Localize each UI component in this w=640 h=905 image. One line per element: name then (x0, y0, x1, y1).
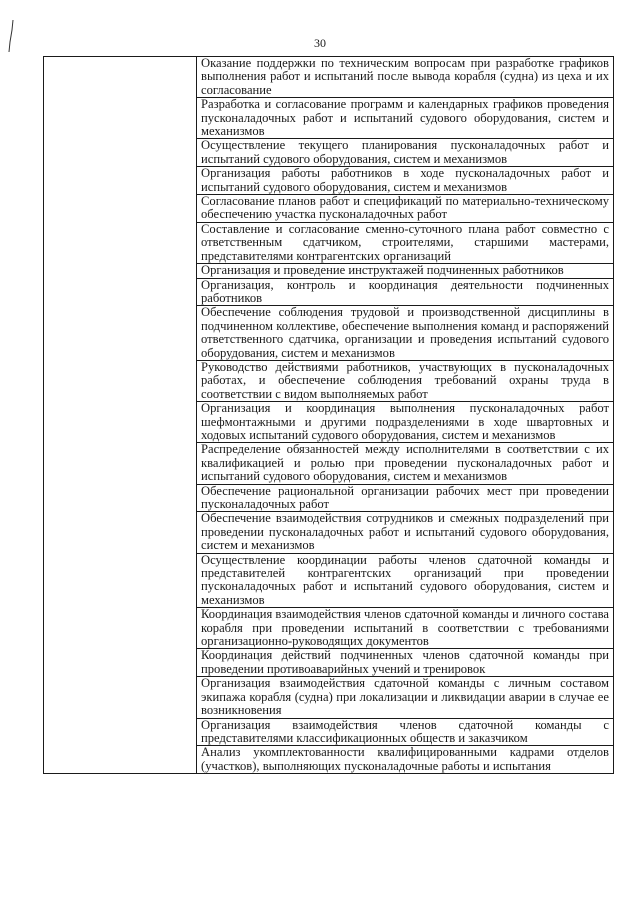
duty-cell: Согласование планов работ и спецификаций по материально-техническому обеспечению участка пусконаладочных работ (197, 195, 614, 223)
duty-cell: Составление и согласование сменно-суточного плана работ совместно с ответственным сдатчиком, строителями, старшими мастерами, представителями контрагентских организаций (197, 222, 614, 263)
duty-cell: Организация и координация выполнения пусконаладочных работ шефмонтажными и другими подразделениями в ходе швартовных и ходовых испытаний судового оборудования, систем и механизмов (197, 402, 614, 443)
duty-cell: Организация взаимодействия членов сдаточной команды с представителями классификационных обществ и заказчиком (197, 718, 614, 746)
duty-cell: Организация, контроль и координация деятельности подчиненных работников (197, 278, 614, 306)
duty-cell: Координация взаимодействия членов сдаточной команды и личного состава корабля при проведении испытаний в соответствии с требованиями организационно-руководящих документов (197, 608, 614, 649)
duty-cell: Координация действий подчиненных членов сдаточной команды при проведении противоаварийных учений и тренировок (197, 649, 614, 677)
duty-cell: Осуществление текущего планирования пусконаладочных работ и испытаний судового оборудования, систем и механизмов (197, 139, 614, 167)
duty-cell: Распределение обязанностей между исполнителями в соответствии с их квалификацией и ролью при проведении пусконаладочных работ и испытаний судового оборудования, систем и механизмов (197, 443, 614, 484)
duty-cell: Оказание поддержки по техническим вопросам при разработке графиков выполнения работ и испытаний после вывода корабля (судна) из цеха и их согласование (197, 57, 614, 98)
duty-cell: Организация и проведение инструктажей подчиненных работников (197, 264, 614, 278)
function-name-cell (44, 57, 197, 774)
duty-cell: Обеспечение соблюдения трудовой и производственной дисциплины в подчиненном коллективе, обеспечение выполнения команд и распоряжений ответственного сдатчика, организации и проведения испытаний судового оборудования, систем и механизмов (197, 306, 614, 361)
duty-cell: Организация работы работников в ходе пусконаладочных работ и испытаний судового оборудования, систем и механизмов (197, 167, 614, 195)
duties-table (43, 56, 614, 774)
duties-table-body (44, 57, 614, 774)
duty-cell: Анализ укомплектованности квалифицированными кадрами отделов (участков), выполняющих пусконаладочные работы и испытания (197, 746, 614, 774)
duty-cell: Обеспечение взаимодействия сотрудников и смежных подразделений при проведении пусконаладочных работ и испытаний судового оборудования, систем и механизмов (197, 512, 614, 553)
duty-cell: Руководство действиями работников, участвующих в пусконаладочных работах, и обеспечение соблюдения требований охраны труда в соответствии с видом выполняемых работ (197, 360, 614, 401)
page-number: 30 (314, 36, 326, 50)
duty-cell: Организация взаимодействия сдаточной команды с личным составом экипажа корабля (судна) при локализации и ликвидации аварии в случае ее возникновения (197, 677, 614, 718)
duty-cell: Обеспечение рациональной организации рабочих мест при проведении пусконаладочных работ (197, 484, 614, 512)
table-row (44, 57, 614, 98)
duty-cell: Разработка и согласование программ и календарных графиков проведения пусконаладочных работ и испытаний судового оборудования, систем и механизмов (197, 98, 614, 139)
duty-cell: Осуществление координации работы членов сдаточной команды и представителей контрагентских организаций при проведении пусконаладочных работ и испытаний судового оборудования, систем и механизмов (197, 553, 614, 608)
